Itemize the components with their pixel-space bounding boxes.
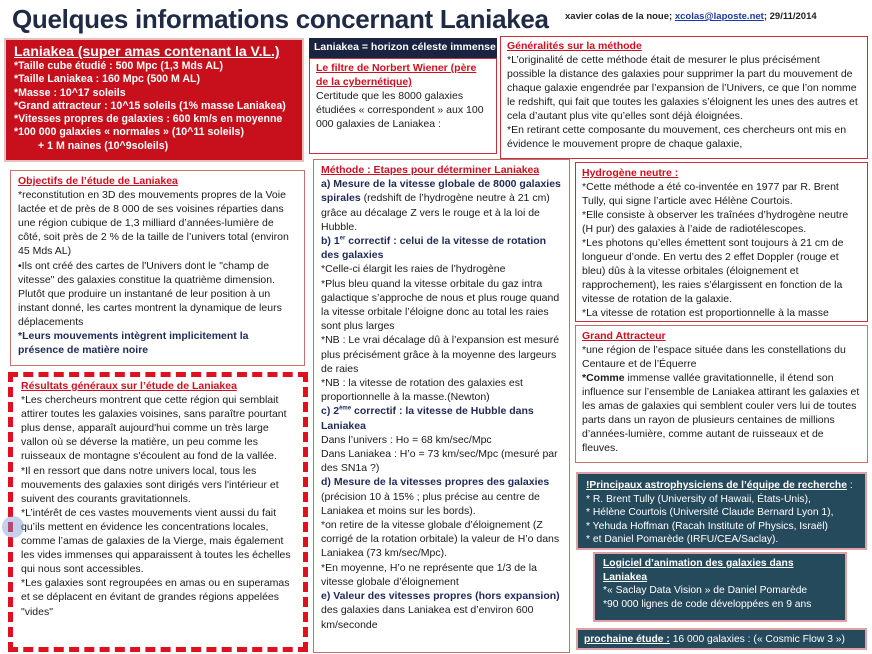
research-team-heading-suffix: :	[846, 480, 853, 491]
summary-line: *Masse : 10^17 soleils	[14, 86, 126, 99]
neutral-hydrogen-paragraph: *La vitesse de rotation est proportionnelle à la masse	[582, 307, 829, 319]
step-d-title: d) Mesure de la vitesses propres des galaxies	[321, 476, 550, 489]
team-member: * Hélène Courtois (Université Claude Bernard Lyon 1),	[586, 507, 834, 518]
great-attractor-paragraph	[582, 371, 861, 455]
step-b-line: *Plus bleu quand la vitesse orbitale du gaz intra galactique s’approche de nous et plus rouge quand la vitesse orbitale l’éloigne donc au total les raies sont plus larges	[321, 277, 560, 333]
step-c-title	[321, 404, 562, 432]
page-title: Quelques informations concernant Laniakea	[12, 4, 549, 34]
step-c-label: correctif : la vitesse de Hubble dans Laniakea	[321, 405, 534, 432]
summary-line: *Taille Laniakea : 160 Mpc (500 M AL)	[14, 73, 201, 86]
step-a	[321, 177, 562, 234]
neutral-hydrogen-paragraph: *Elle consiste à observer les traînées d’hydrogène neutre (H pur) des galaxies à l’aide de radiotélescopes.	[582, 209, 849, 235]
method-steps-box	[313, 159, 570, 653]
step-b-line: *NB : la vitesse de rotation des galaxies est proportionnelle à la masse.(Newton)	[321, 377, 523, 404]
step-a-text: (redshift de l’hydrogène neutre à 21 cm) grâce au décalage Z vers le rouge et à la loi de Hubble.	[321, 192, 550, 233]
step-b-line: *Celle-ci élargit les raies de l’hydrogène	[321, 263, 506, 276]
method-overview-box	[500, 36, 868, 159]
step-e-title: e) Valeur des vitesses propres (hors expansion)	[321, 590, 560, 603]
great-attractor-text: immense vallée gravitationnelle, il étend son influence sur l’ensemble de Laniakea attirant les galaxies et les amas de galaxies qui semblent couler vers lui de toutes parts dans un rayon de plusieurs centaines de millions d’années-lumière, comme autant de ruisseaux et de fleuves.	[582, 372, 860, 454]
research-team-heading-line	[586, 479, 857, 493]
great-attractor-bold: *Comme	[582, 372, 625, 384]
step-c-line: Dans Laniakea : H’o = 73 km/sec/Mpc (mesuré par des SN1a ?)	[321, 448, 558, 475]
objectives-box	[10, 170, 305, 366]
wiener-filter-box	[309, 58, 497, 154]
animation-software-line: *« Saclay Data Vision » de Daniel Pomarède	[603, 585, 808, 596]
method-overview-heading: Généralités sur la méthode	[507, 40, 642, 52]
step-b-line: *NB : Le vrai décalage dû à l’expansion est mesuré plus précisément grâce à la moyenne des largeurs de raies	[321, 334, 560, 375]
horizon-banner: Laniakea = horizon céleste immense	[309, 38, 497, 58]
neutral-hydrogen-heading: Hydrogène neutre :	[582, 167, 679, 179]
team-member: * Yehuda Hoffman (Racah Institute of Physics, Israël)	[586, 520, 828, 532]
results-paragraph: *Les galaxies sont regroupées en amas ou en superamas et se déplacent en évitant de grandes régions appelées "vides"	[21, 577, 290, 618]
mouse-cursor-highlight	[2, 516, 24, 538]
objectives-paragraph-bold: *Leurs mouvements intègrent implicitement la présence de matière noire	[18, 330, 249, 357]
results-box	[8, 372, 308, 652]
neutral-hydrogen-paragraph: *Cette méthode a été co-inventée en 1977 par R. Brent Tully, qui signe l’article avec Hélène Courtois.	[582, 181, 839, 207]
summary-heading: Laniakea (super amas contenant la V.L.)	[14, 43, 280, 59]
step-d-line: *on retire de la vitesse globale d’éloignement (Z corrigé de la rotation orbitale) la valeur de H’o dans Laniakea (73 km/sec/Mpc).	[321, 519, 560, 560]
step-b-prefix: b) 1	[321, 235, 340, 248]
step-b-title	[321, 234, 562, 262]
neutral-hydrogen-paragraph: *Les photons qu’elles émettent sont toujours à 21 cm de longueur d’onde. En vertu des 2 effet Doppler (rouge et bleu) dûs à la vitesse orbitales (éloignement et rapprochement), les raies s’élargissent en fonction de la vitesse de rotation de la galaxie.	[582, 237, 844, 305]
step-d-line: *En moyenne, H’o ne représente que 1/3 de la vitesse globale d’éloignement	[321, 561, 537, 588]
step-b-sup: er	[339, 235, 346, 242]
step-a-title: a) Mesure de la vitesse globale de 8000 galaxies spirales	[321, 178, 561, 205]
team-member: * et Daniel Pomarède (IRFU/CEA/Saclay).	[586, 534, 779, 545]
step-c-line: Dans l’univers : Ho = 68 km/sec/Mpc	[321, 433, 492, 446]
author-line	[565, 11, 817, 22]
research-team-box	[576, 472, 867, 550]
objectives-paragraph: *reconstitution en 3D des mouvements propres de la Voie lactée et de près de 8 000 de ses voisines réparties dans une région cubique de 1,3 milliard d’années-lumière de côté, soit près de 2 % de la taille de l’univers total (environ 45 Mds AL)	[18, 189, 289, 258]
animation-software-heading: Logiciel d’animation des galaxies dans Laniakea	[603, 558, 794, 583]
results-heading: Résultats généraux sur l’étude de Laniakea	[21, 380, 237, 392]
step-e-text: des galaxies dans Laniakea est d’environ 600 km/seconde	[321, 604, 534, 631]
results-paragraph: *L’intérêt de ces vastes mouvements vient aussi du fait qu’ils mettent en évidence les concentrations locales, comme l’amas de galaxies de la Vierge, mais également les vides immenses qui apparaissent à toutes les échelles qui nous sont accessibles.	[21, 506, 291, 576]
research-team-heading: !Principaux astrophysiciens de l’équipe de recherche	[586, 480, 847, 491]
neutral-hydrogen-box	[575, 162, 868, 322]
objectives-heading: Objectifs de l’étude de Laniakea	[18, 175, 178, 187]
method-steps-heading: Méthode : Etapes pour déterminer Laniakea	[321, 164, 540, 176]
results-paragraph: *Les chercheurs montrent que cette région qui semblait attirer toutes les galaxies voisines, sans paraître pourtant plus dense, apparaît aujourd'hui comme un très large vallon où se déverse la matière, un peu comme les ruisseaux de montagne s'écoulent au fond de la vallée.	[21, 394, 287, 463]
method-overview-paragraph: *L’originalité de cette méthode était de mesurer le plus précisément possible la distance des galaxies pour supprimer la part du mouvement de chaque galaxie engendrée par l’expansion de l’Univers, ce que l’on nomme le redshift, qui fait que toutes les galaxies s’éloignent les unes des autres et cela d’autant plus vite qu’elles sont déjà éloignées.	[507, 54, 858, 122]
laniakea-summary-box	[4, 38, 304, 162]
great-attractor-box	[575, 325, 868, 463]
animation-software-box	[593, 552, 847, 622]
step-d	[321, 475, 562, 518]
team-member: * R. Brent Tully (University of Hawaii, États-Unis),	[586, 493, 811, 505]
wiener-heading: Le filtre de Norbert Wiener (père de la cybernétique)	[316, 62, 477, 88]
next-study-box	[576, 628, 867, 650]
objectives-paragraph: •Ils ont créé des cartes de l'Univers dont le "champ de vitesse" des galaxies constitue la quatrième dimension. Plutôt que produire un instantané de leur position à un instant donné, les cartes montrent la dynamique de leurs déplacements	[18, 259, 282, 328]
method-overview-paragraph: *En retirant cette composante du mouvement, ces chercheurs ont mis en évidence le mouvement propre de chaque galaxie,	[507, 124, 847, 150]
great-attractor-heading: Grand Attracteur	[582, 330, 666, 342]
summary-line: *100 000 galaxies « normales » (10^11 soleils)	[14, 126, 244, 139]
summary-line: *Vitesses propres de galaxies : 600 km/s en moyenne	[14, 113, 283, 126]
step-c-prefix: c) 2	[321, 405, 340, 418]
step-d-text: (précision 10 à 15% ; plus précise au centre de Laniakea et moins sur les bords).	[321, 490, 540, 517]
step-b-label: correctif : celui de la vitesse de rotation des galaxies	[321, 235, 547, 262]
author-email-link[interactable]: xcolas@laposte.net	[674, 11, 764, 22]
summary-line: + 1 M naines (10^9soleils)	[38, 139, 169, 152]
next-study-heading: prochaine étude :	[584, 634, 670, 645]
step-c-sup: ème	[339, 405, 352, 412]
great-attractor-paragraph: *une région de l’espace située dans les constellations du Centaure et de l’Équerre	[582, 344, 846, 370]
summary-line: *Grand attracteur : 10^15 soleils (1% masse Laniakea)	[14, 99, 286, 112]
wiener-body: Certitude que les 8000 galaxies étudiées « correspondent » aux 100 000 galaxies de Laniakea :	[316, 90, 484, 130]
summary-line: *Taille cube étudié : 500 Mpc (1,3 Mds AL)	[14, 60, 223, 72]
author-name: xavier colas de la noue;	[565, 11, 675, 22]
next-study-text: 16 000 galaxies : (« Cosmic Flow 3 »)	[669, 634, 845, 645]
results-paragraph: *Il en ressort que dans notre univers local, tous les mouvements des galaxies sont dirigés vers l'intérieur et suivent des courants gravitationnels.	[21, 464, 279, 505]
step-e	[321, 589, 562, 632]
animation-software-line: *90 000 lignes de code développées en 9 ans	[603, 598, 812, 610]
author-date: ; 29/11/2014	[763, 11, 817, 22]
